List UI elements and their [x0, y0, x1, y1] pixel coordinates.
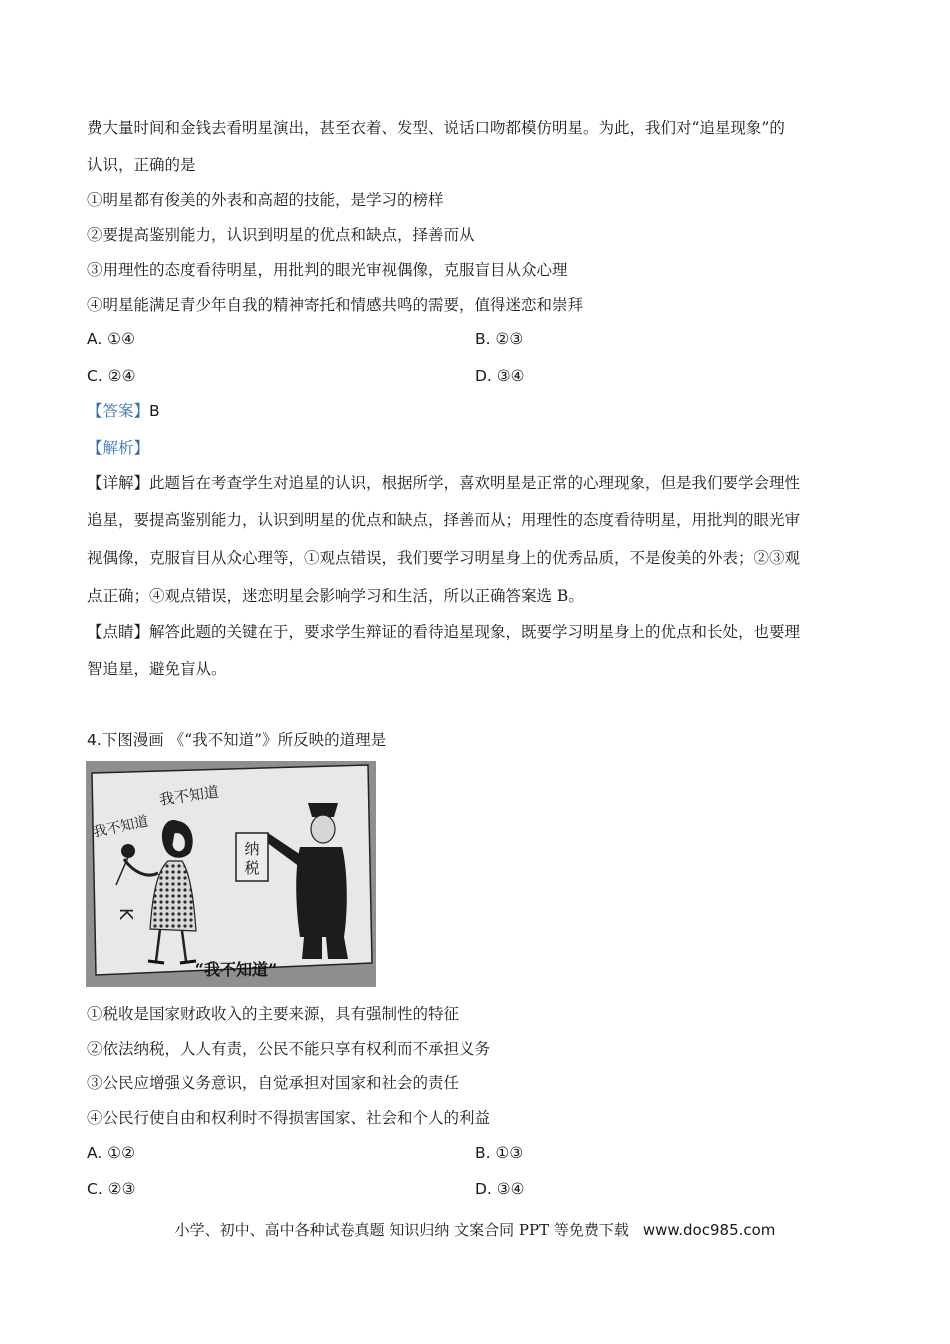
q4-option-a: A. ①② [87, 1144, 135, 1162]
tip-text-1: 解答此题的关键在于，要求学生辩证的看待追星现象，既要学习明星身上的优点和长处，也要理 [149, 623, 801, 641]
q3-option-d: D. ③④ [475, 367, 525, 385]
q3-statement-4: ④明星能满足青少年自我的精神寄托和情感共鸣的需要，值得迷恋和崇拜 [87, 296, 584, 314]
q4-stem [87, 730, 386, 750]
cartoon-caption: “我不知道” [194, 960, 278, 979]
q3-stem-line-1: 费大量时间和金钱去看明星演出，甚至衣着、发型、说话口吻都模仿明星。为此，我们对“追星现象”的 [87, 119, 785, 137]
tip-label: 【点睛】 [87, 623, 150, 641]
analysis-label: 【解析】 [87, 439, 150, 457]
footer-text: 小学、初中、高中各种试卷真题 知识归纳 文案合同 PPT 等免费下载 [174, 1221, 629, 1239]
bubble-top-text: 我不知道 [158, 782, 220, 809]
q3-statement-2: ②要提高鉴别能力，认识到明星的优点和缺点，择善而从 [87, 226, 475, 244]
answer-value: B [149, 402, 160, 420]
q4-statement-3: ③公民应增强义务意识，自觉承担对国家和社会的责任 [87, 1074, 460, 1092]
sign-text-2: 税 [244, 859, 260, 877]
sign-text-1: 纳 [244, 840, 260, 858]
bubble-left-text: 我不知道 [91, 813, 150, 841]
q3-answer [87, 401, 160, 421]
q4-statement-2: ②依法纳税，人人有责，公民不能只享有权利而不承担义务 [87, 1040, 491, 1058]
q3-detail-line-2: 追星，要提高鉴别能力，认识到明星的优点和缺点，择善而从；用理性的态度看待明星，用批判的眼光审 [87, 511, 801, 529]
page-footer [0, 1219, 950, 1240]
cartoon-image [86, 761, 376, 987]
q3-detail-line-3: 视偶像，克服盲目从众心理等，①观点错误，我们要学习明星身上的优秀品质，不是俊美的外表；②③观 [87, 549, 801, 567]
q4-option-d: D. ③④ [475, 1180, 525, 1198]
q3-tip-line-2: 智追星，避免盲从。 [87, 660, 227, 678]
q3-detail-line-1 [87, 473, 800, 493]
q3-option-c: C. ②④ [87, 367, 136, 385]
q3-option-b: B. ②③ [475, 330, 524, 348]
q3-statement-3: ③用理性的态度看待明星，用批判的眼光审视偶像，克服盲目从众心理 [87, 261, 568, 279]
q4-stem-text: 下图漫画 《“我不知道”》所反映的道理是 [101, 731, 387, 749]
answer-label: 【答案】 [87, 402, 150, 420]
detail-text-1: 此题旨在考查学生对追星的认识，根据所学，喜欢明星是正常的心理现象，但是我们要学会理性 [149, 474, 801, 492]
q4-option-c: C. ②③ [87, 1180, 136, 1198]
q3-option-a: A. ①④ [87, 330, 135, 348]
mic-tag: K [115, 908, 136, 920]
q4-statement-4: ④公民行使自由和权利时不得损害国家、社会和个人的利益 [87, 1109, 491, 1127]
detail-label: 【详解】 [87, 474, 150, 492]
q3-stem-line-2: 认识，正确的是 [87, 156, 196, 174]
footer-url[interactable]: www.doc985.com [642, 1221, 776, 1239]
q3-statement-1: ①明星都有俊美的外表和高超的技能，是学习的榜样 [87, 191, 444, 209]
q4-option-b: B. ①③ [475, 1144, 524, 1162]
q4-number: 4. [87, 731, 102, 749]
q4-statement-1: ①税收是国家财政收入的主要来源，具有强制性的特征 [87, 1005, 460, 1023]
q3-detail-line-4: 点正确；④观点错误，迷恋明星会影响学习和生活，所以正确答案选 B。 [87, 587, 584, 605]
q3-tip-line-1 [87, 622, 800, 642]
